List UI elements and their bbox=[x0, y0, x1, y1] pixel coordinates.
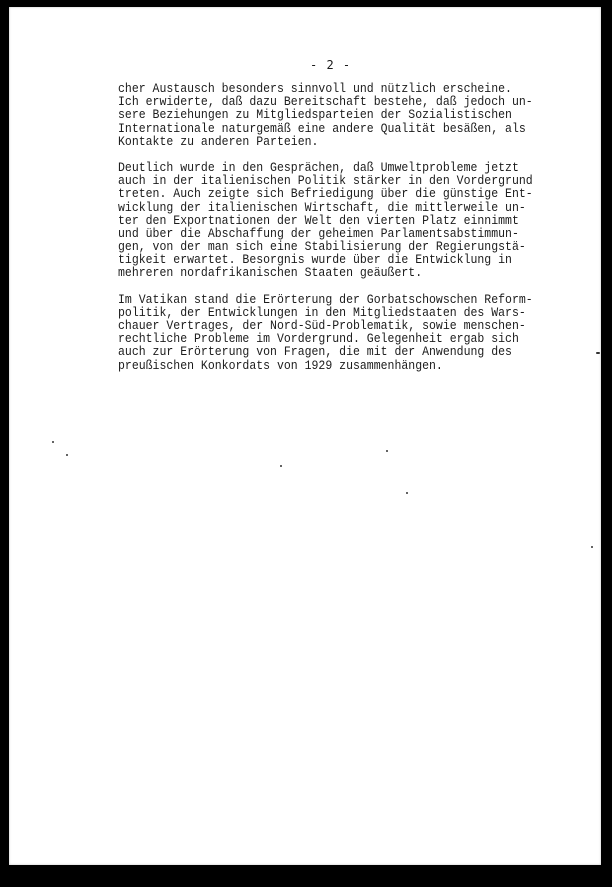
scan-speck bbox=[406, 492, 408, 494]
text-line: sere Beziehungen zu Mitgliedsparteien der Sozialistischen bbox=[118, 107, 512, 123]
text-line: auch zur Erörterung von Fragen, die mit der Anwendung des bbox=[118, 344, 512, 360]
text-line: Internationale naturgemäß eine andere Qualität besäßen, als bbox=[118, 120, 526, 136]
text-line: Kontakte zu anderen Parteien. bbox=[118, 133, 319, 149]
page-number: - 2 - bbox=[310, 58, 352, 72]
text-line: Deutlich wurde in den Gesprächen, daß Umweltprobleme jetzt bbox=[118, 159, 519, 175]
scan-speck bbox=[596, 352, 600, 354]
text-line: tigkeit erwartet. Besorgnis wurde über die Entwicklung in bbox=[118, 252, 512, 268]
text-line: treten. Auch zeigte sich Befriedigung über die günstige Ent- bbox=[118, 186, 533, 202]
text-line: politik, der Entwicklungen in den Mitgliedstaaten des Wars- bbox=[118, 304, 526, 320]
text-line: mehreren nordafrikanischen Staaten geäußert. bbox=[118, 265, 423, 281]
scan-speck bbox=[66, 454, 68, 456]
scan-speck bbox=[386, 450, 388, 452]
paragraph-2 bbox=[118, 161, 578, 280]
text-line: und über die Abschaffung der geheimen Parlamentsabstimmun- bbox=[118, 225, 519, 241]
text-line: chauer Vertrages, der Nord-Süd-Problematik, sowie menschen- bbox=[118, 318, 526, 333]
text-line: gen, von der man sich eine Stabilisierung der Regierungstä- bbox=[118, 239, 526, 255]
text-line: Im Vatikan stand die Erörterung der Gorbatschowschen Reform- bbox=[118, 291, 533, 307]
text-line: ter den Exportnationen der Welt den vierten Platz einnimmt bbox=[118, 212, 519, 228]
text-line: wicklung der italienischen Wirtschaft, die mittlerweile un- bbox=[118, 199, 526, 215]
scan-speck bbox=[52, 441, 54, 443]
text-line: preußischen Konkordats von 1929 zusammenhängen. bbox=[118, 357, 443, 373]
paragraph-1 bbox=[118, 82, 578, 148]
text-line: auch in der italienischen Politik stärker in den Vordergrund bbox=[118, 173, 533, 189]
scan-speck bbox=[591, 546, 593, 548]
document-body bbox=[118, 82, 578, 385]
paragraph-3 bbox=[118, 293, 578, 372]
text-line: rechtliche Probleme im Vordergrund. Gelegenheit ergab sich bbox=[118, 331, 519, 347]
scan-speck bbox=[280, 465, 282, 467]
text-line: cher Austausch besonders sinnvoll und nützlich erscheine. bbox=[118, 81, 512, 96]
text-line: Ich erwiderte, daß dazu Bereitschaft bestehe, daß jedoch un- bbox=[118, 94, 533, 110]
